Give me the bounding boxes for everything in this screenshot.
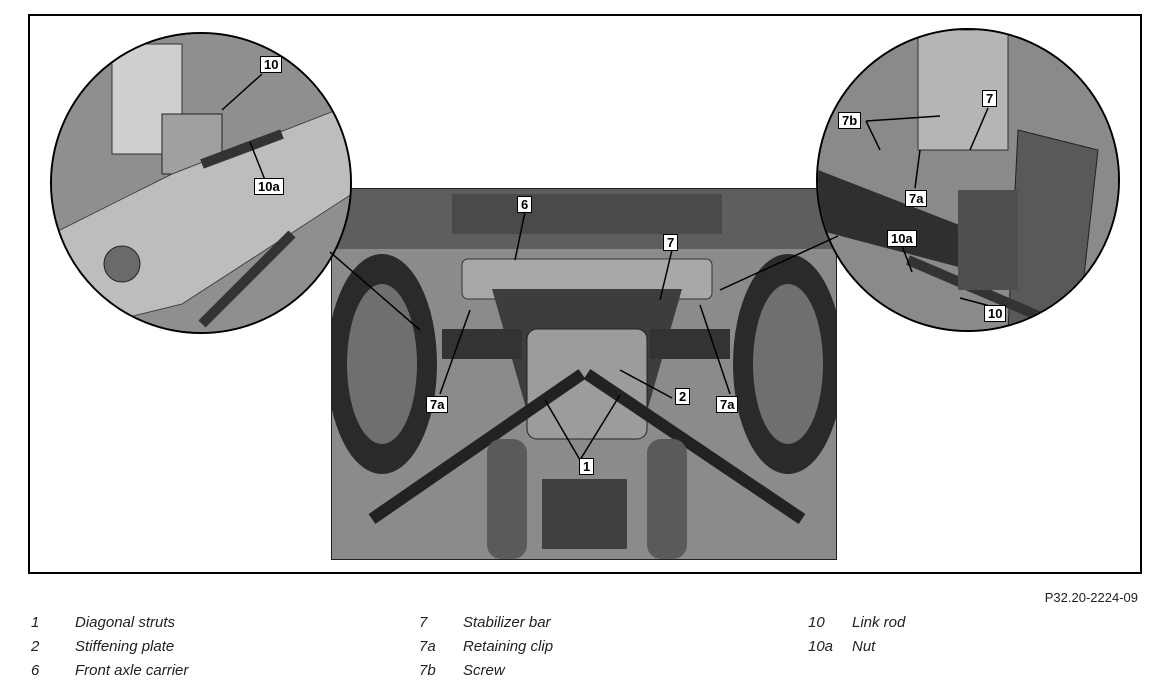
legend-key: 7a: [419, 638, 436, 655]
callout-10a-right: 10a: [887, 230, 917, 247]
callout-7: 7: [663, 234, 678, 251]
legend-item: [419, 611, 553, 635]
legend-item: [419, 635, 553, 659]
underbody-photo: [331, 188, 837, 560]
legend-column-3: [808, 611, 905, 659]
legend-text: Retaining clip: [463, 638, 554, 655]
legend-column-1: [31, 611, 188, 683]
legend-key: 6: [31, 662, 40, 679]
callout-7a-right-inset: 7a: [905, 190, 927, 207]
legend-key: 7: [419, 614, 428, 631]
callout-10-right: 10: [984, 305, 1006, 322]
callout-7a-right: 7a: [716, 396, 738, 413]
callout-7-right-inset: 7: [982, 90, 997, 107]
legend-key: 1: [31, 614, 40, 631]
stabilizer-detail-inset: [816, 28, 1120, 332]
callout-10-left: 10: [260, 56, 282, 73]
callout-2: 2: [675, 388, 690, 405]
legend-column-2: [419, 611, 553, 683]
legend-item: [808, 635, 905, 659]
legend-text: Front axle carrier: [75, 662, 189, 679]
legend-text: Stiffening plate: [75, 638, 175, 655]
callout-1: 1: [579, 458, 594, 475]
legend-text: Stabilizer bar: [463, 614, 551, 631]
legend-key: 10: [808, 614, 825, 631]
legend-item: [419, 659, 553, 683]
legend-text: Diagonal struts: [75, 614, 176, 631]
callout-6: 6: [517, 196, 532, 213]
callout-7a-left: 7a: [426, 396, 448, 413]
legend-text: Link rod: [852, 614, 906, 631]
legend-item: [31, 635, 188, 659]
link-rod-detail-inset: [50, 32, 352, 334]
legend-key: 2: [31, 638, 40, 655]
callout-7b: 7b: [838, 112, 861, 129]
legend-item: [808, 611, 905, 635]
callout-10a-left: 10a: [254, 178, 284, 195]
legend-text: Screw: [463, 662, 505, 679]
legend-text: Nut: [852, 638, 876, 655]
legend-key: 7b: [419, 662, 436, 679]
legend-item: [31, 611, 188, 635]
legend-key: 10a: [808, 638, 834, 655]
legend-item: [31, 659, 188, 683]
figure-reference: P32.20-2224-09: [1044, 590, 1138, 605]
